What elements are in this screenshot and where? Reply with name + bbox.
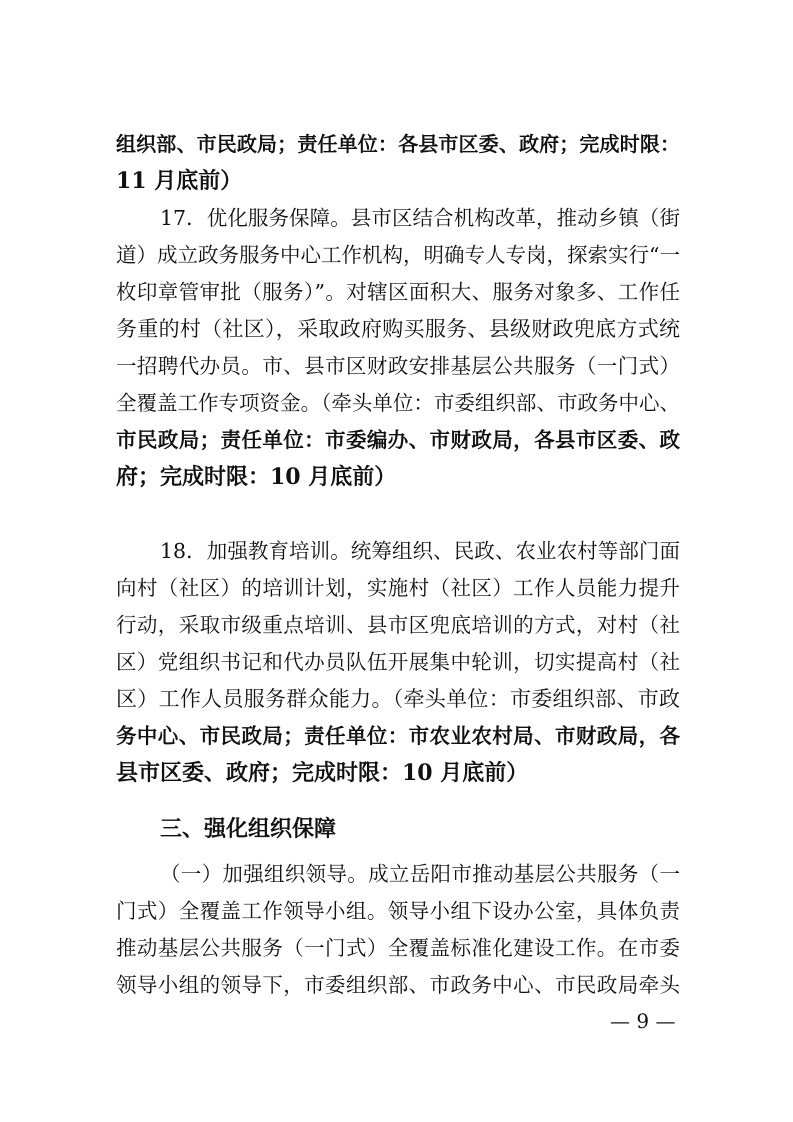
text-line: 门式）全覆盖工作领导小组。领导小组下设办公室，具体负责 bbox=[116, 899, 680, 923]
text-line: 区）工作人员服务群众能力。（牵头单位：市委组织部、市政 bbox=[116, 687, 680, 711]
item-17-first-line: 17．优化服务保障。县市区结合机构改革，推动乡镇（街 bbox=[160, 206, 680, 230]
section-heading: 三、强化组织保障 bbox=[160, 817, 337, 842]
text-line: 府；完成时限：10 月底前） bbox=[116, 464, 397, 490]
text-line: 枚印章管审批（服务）”。对辖区面积大、服务对象多、工作任 bbox=[116, 280, 680, 304]
subsection-first-line: （一）加强组织领导。成立岳阳市推动基层公共服务（一 bbox=[160, 862, 680, 886]
text-line: 县市区委、政府；完成时限：10 月底前） bbox=[116, 760, 529, 786]
text-line: 务重的村（社区），采取政府购买服务、县级财政兜底方式统 bbox=[116, 317, 680, 341]
text-line: 区）党组织书记和代办员队伍开展集中轮训，切实提高村（社 bbox=[116, 650, 680, 674]
page-number: — 9 — bbox=[610, 1009, 676, 1033]
text-line: 道）成立政务服务中心工作机构，明确专人专岗，探索实行“一 bbox=[116, 243, 680, 267]
text-line: 推动基层公共服务（一门式）全覆盖标准化建设工作。在市委 bbox=[116, 936, 680, 960]
text-line: 向村（社区）的培训计划，实施村（社区）工作人员能力提升 bbox=[116, 576, 680, 600]
text-line: 市民政局；责任单位：市委编办、市财政局，各县市区委、政 bbox=[116, 428, 680, 452]
item-18-first-line: 18．加强教育培训。统筹组织、民政、农业农村等部门面 bbox=[160, 539, 680, 563]
text-line: 一招聘代办员。市、县市区财政安排基层公共服务（一门式） bbox=[116, 354, 680, 378]
text-line: 全覆盖工作专项资金。（牵头单位：市委组织部、市政务中心、 bbox=[116, 391, 680, 415]
text-line: 11 月底前） bbox=[116, 168, 243, 194]
text-line: 领导小组的领导下，市委组织部、市政务中心、市民政局牵头 bbox=[116, 973, 680, 997]
text-line: 行动，采取市级重点培训、县市区兜底培训的方式，对村（社 bbox=[116, 613, 680, 637]
text-line: 组织部、市民政局；责任单位：各县市区委、政府；完成时限： bbox=[116, 132, 680, 156]
text-line: 务中心、市民政局；责任单位：市农业农村局、市财政局，各 bbox=[116, 724, 680, 748]
